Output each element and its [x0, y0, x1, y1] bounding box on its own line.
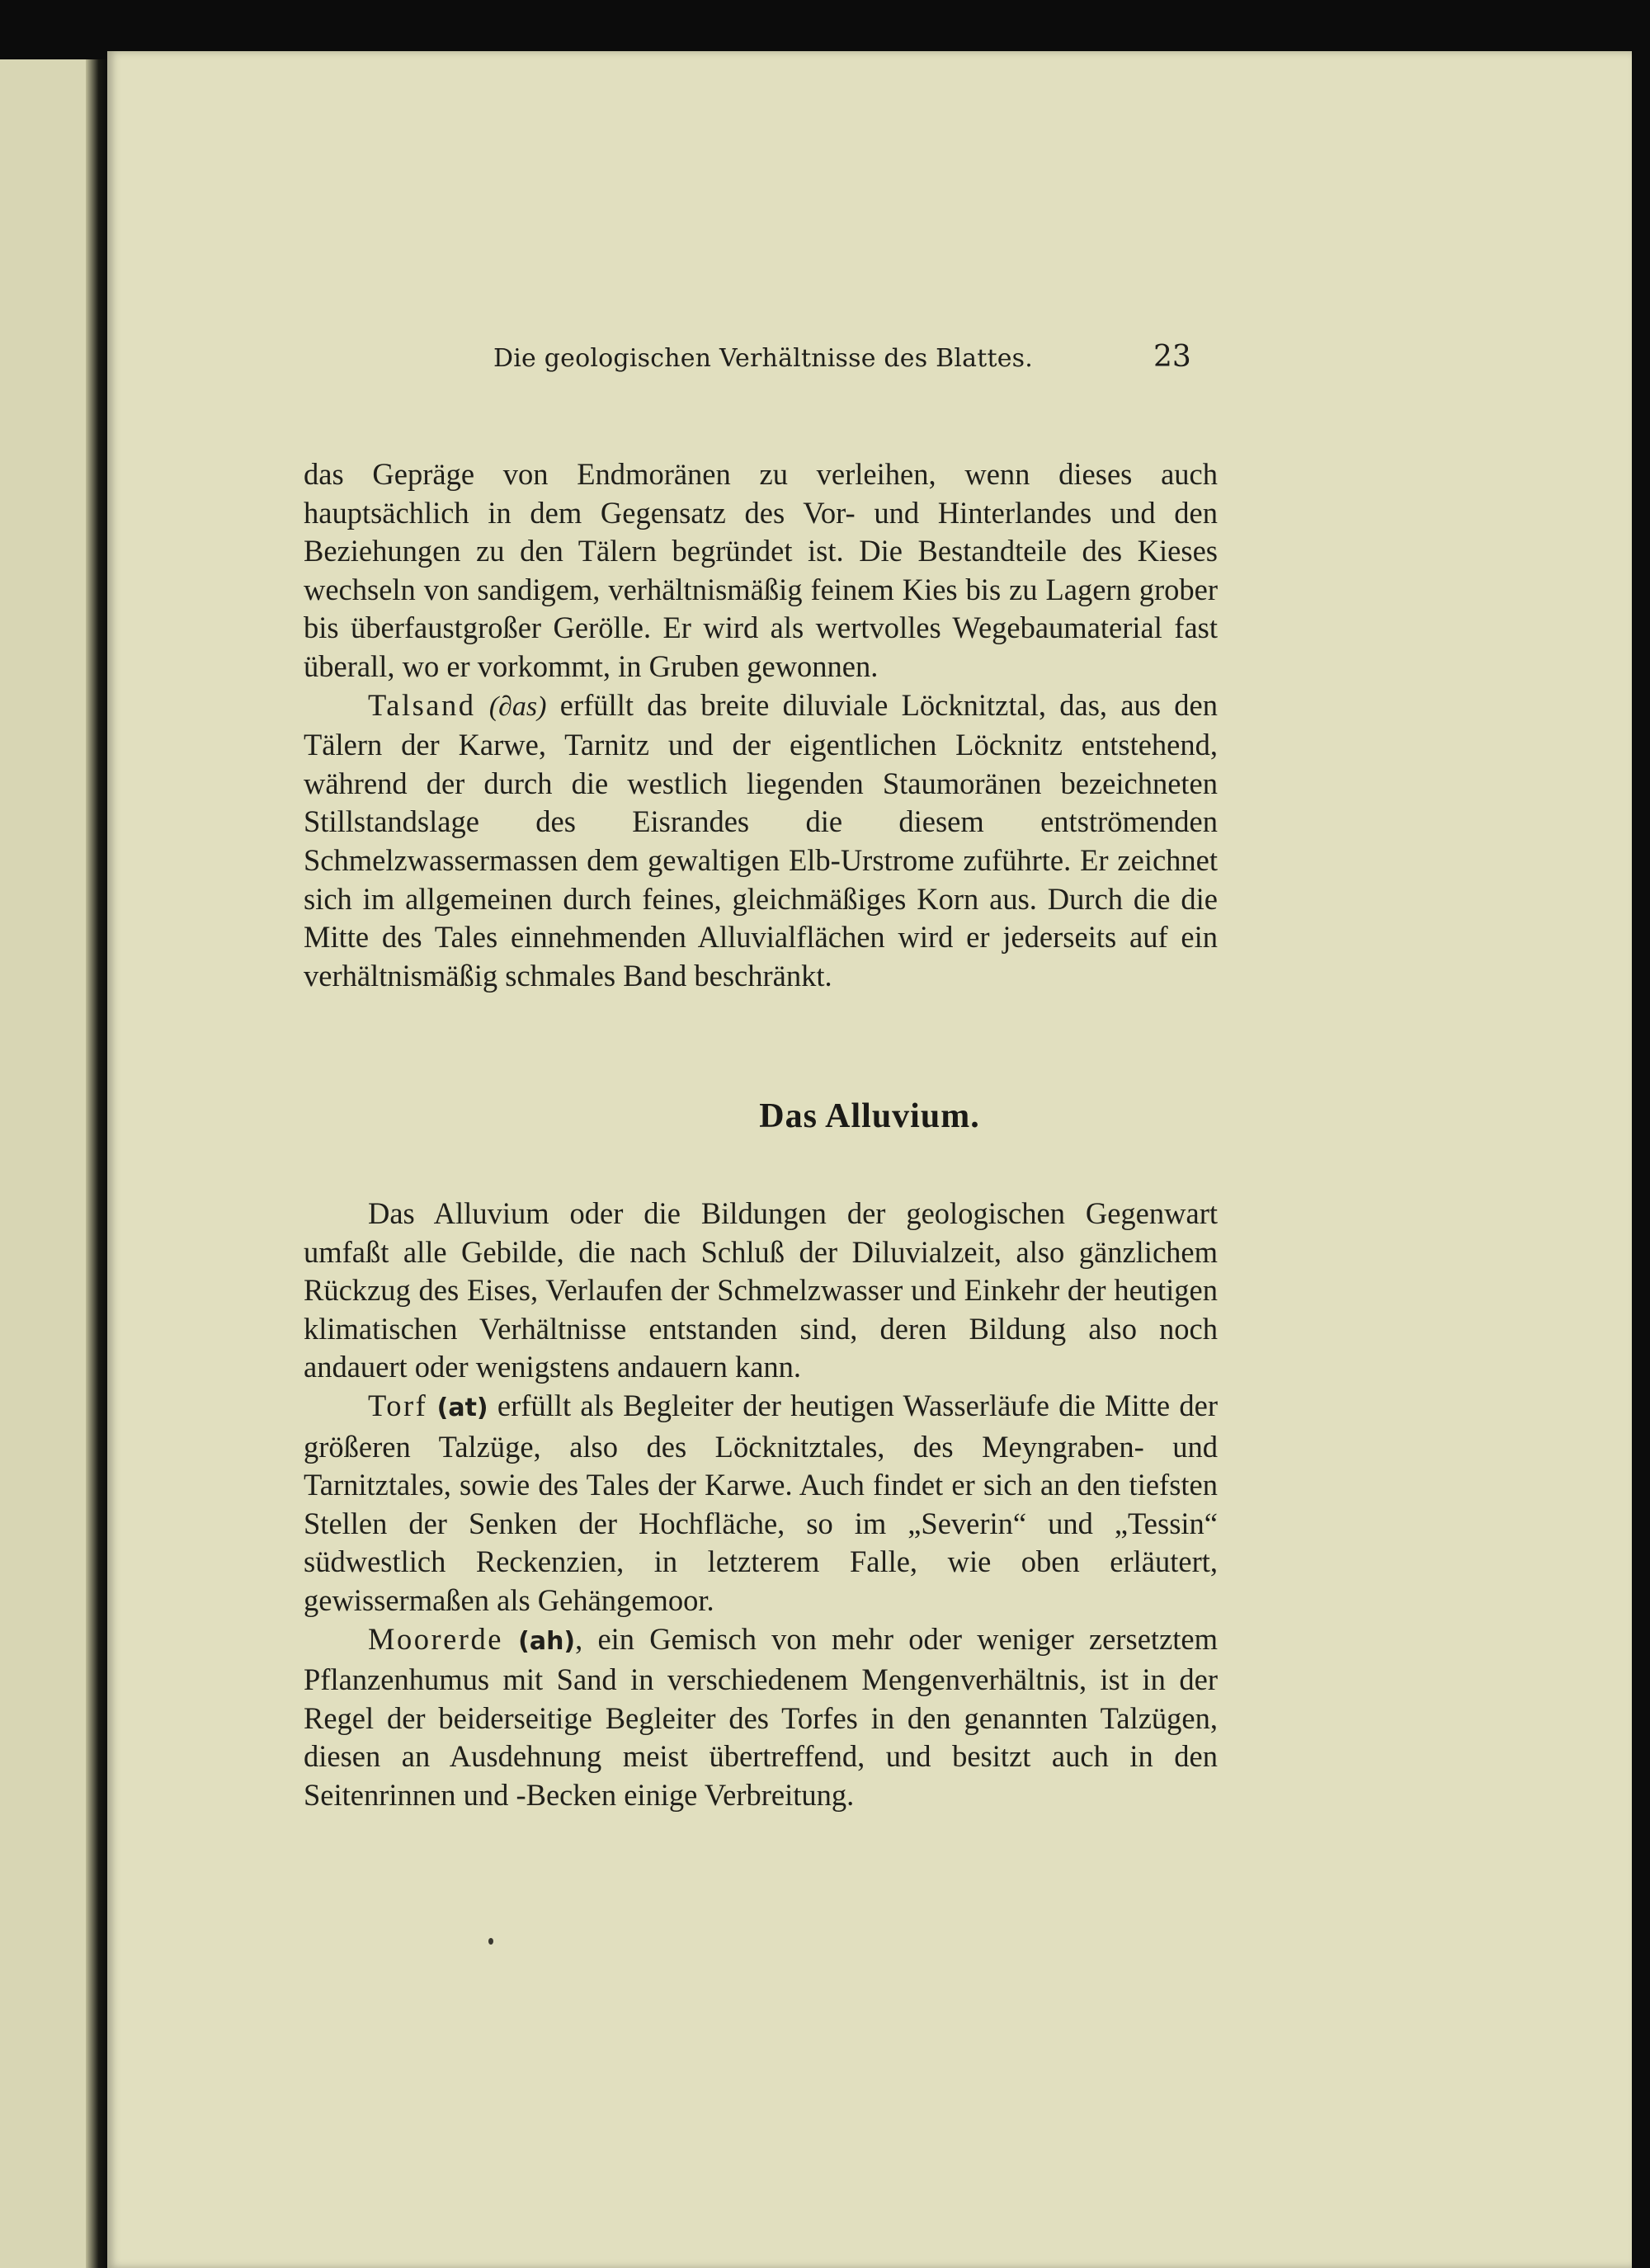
moorerde-text: , ein Gemisch von mehr oder weniger zersetztem Pflanzenhumus mit Sand in verschiedenem Mengenverhältnis, ist in der Regel der beiderseitige Begleiter des Torfes in den genannten Talzügen, diesen an Ausdehnung meist übertreffend, und besitzt auch in den Seitenrinnen und -Becken einige Verbreitung. [304, 1621, 1219, 1812]
body-text-lower [304, 1195, 1218, 1815]
paragraph-torf [304, 1387, 1218, 1620]
symbol-talsand: (∂as) [488, 691, 547, 722]
term-torf: Torf [368, 1388, 428, 1422]
term-moorerde: Moorerde [368, 1621, 503, 1656]
section-heading: Das Alluvium. [759, 1097, 980, 1135]
torf-text: erfüllt als Begleiter der heutigen Wasserläufe die Mitte der größeren Talzüge, also des Löcknitztales, des Meyngraben- und Tarnitztales, sowie des Tales der Karwe. Auch findet er sich an den tiefsten Stellen der Senken der Hochfläche, so im „Severin“ und „Tessin“ südwestlich Reckenzien, in letzterem Falle, wie oben erläutert, gewissermaßen als Gehängemoor. [304, 1388, 1219, 1617]
page-number: 23 [1153, 340, 1191, 374]
running-head: Die geologischen Verhältnisse des Blattes. [493, 344, 1034, 373]
symbol-moorerde: (ah) [518, 1626, 576, 1656]
page [107, 51, 1632, 2268]
term-talsand: Talsand [368, 687, 476, 722]
body-text-upper [304, 455, 1218, 995]
talsand-text: erfüllt das breite diluviale Löcknitztal, das, aus den Tälern der Karwe, Tarnitz und der eigentlichen Löcknitz entstehend, während der durch die westlich liegenden Staumoränen bezeichneten Stillstandslage des Eisrandes die diesem entströmenden Schmelzwassermassen dem gewaltigen Elb-Urstrome zuführte. Er zeichnet sich im allgemeinen durch feines, gleichmäßiges Korn aus. Durch die die Mitte des Tales einnehmenden Alluvialflächen wird er jederseits auf ein verhältnismäßig schmales Band beschränkt. [304, 687, 1218, 993]
paragraph-kies: das Gepräge von Endmoränen zu verleihen, wenn dieses auch hauptsächlich in dem Gegensatz des Vor- und Hinterlandes und den Beziehungen zu den Tälern begründet ist. Die Bestandteile des Kieses wechseln von sandigem, verhältnismäßig feinem Kies bis zu Lagern grober bis überfaustgroßer Gerölle. Er wird als wertvolles Wegebaumaterial fast überall, wo er vorkommt, in Gruben gewonnen. [304, 457, 1218, 683]
paragraph-alluvium: Das Alluvium oder die Bildungen der geologischen Gegenwart umfaßt alle Gebilde, die nach Schluß der Diluvialzeit, also gänzlichem Rückzug des Eises, Verlaufen der Schmelzwasser und Einkehr der heutigen klimatischen Verhältnisse entstanden sind, deren Bildung also noch andauert oder wenigstens andauern kann. [304, 1196, 1218, 1384]
paragraph-moorerde [304, 1620, 1218, 1815]
paper-speck [488, 1938, 493, 1945]
book-gutter [86, 59, 107, 2268]
previous-page-edge [0, 59, 97, 2268]
paragraph-talsand [304, 686, 1218, 996]
symbol-torf: (at) [436, 1393, 488, 1422]
